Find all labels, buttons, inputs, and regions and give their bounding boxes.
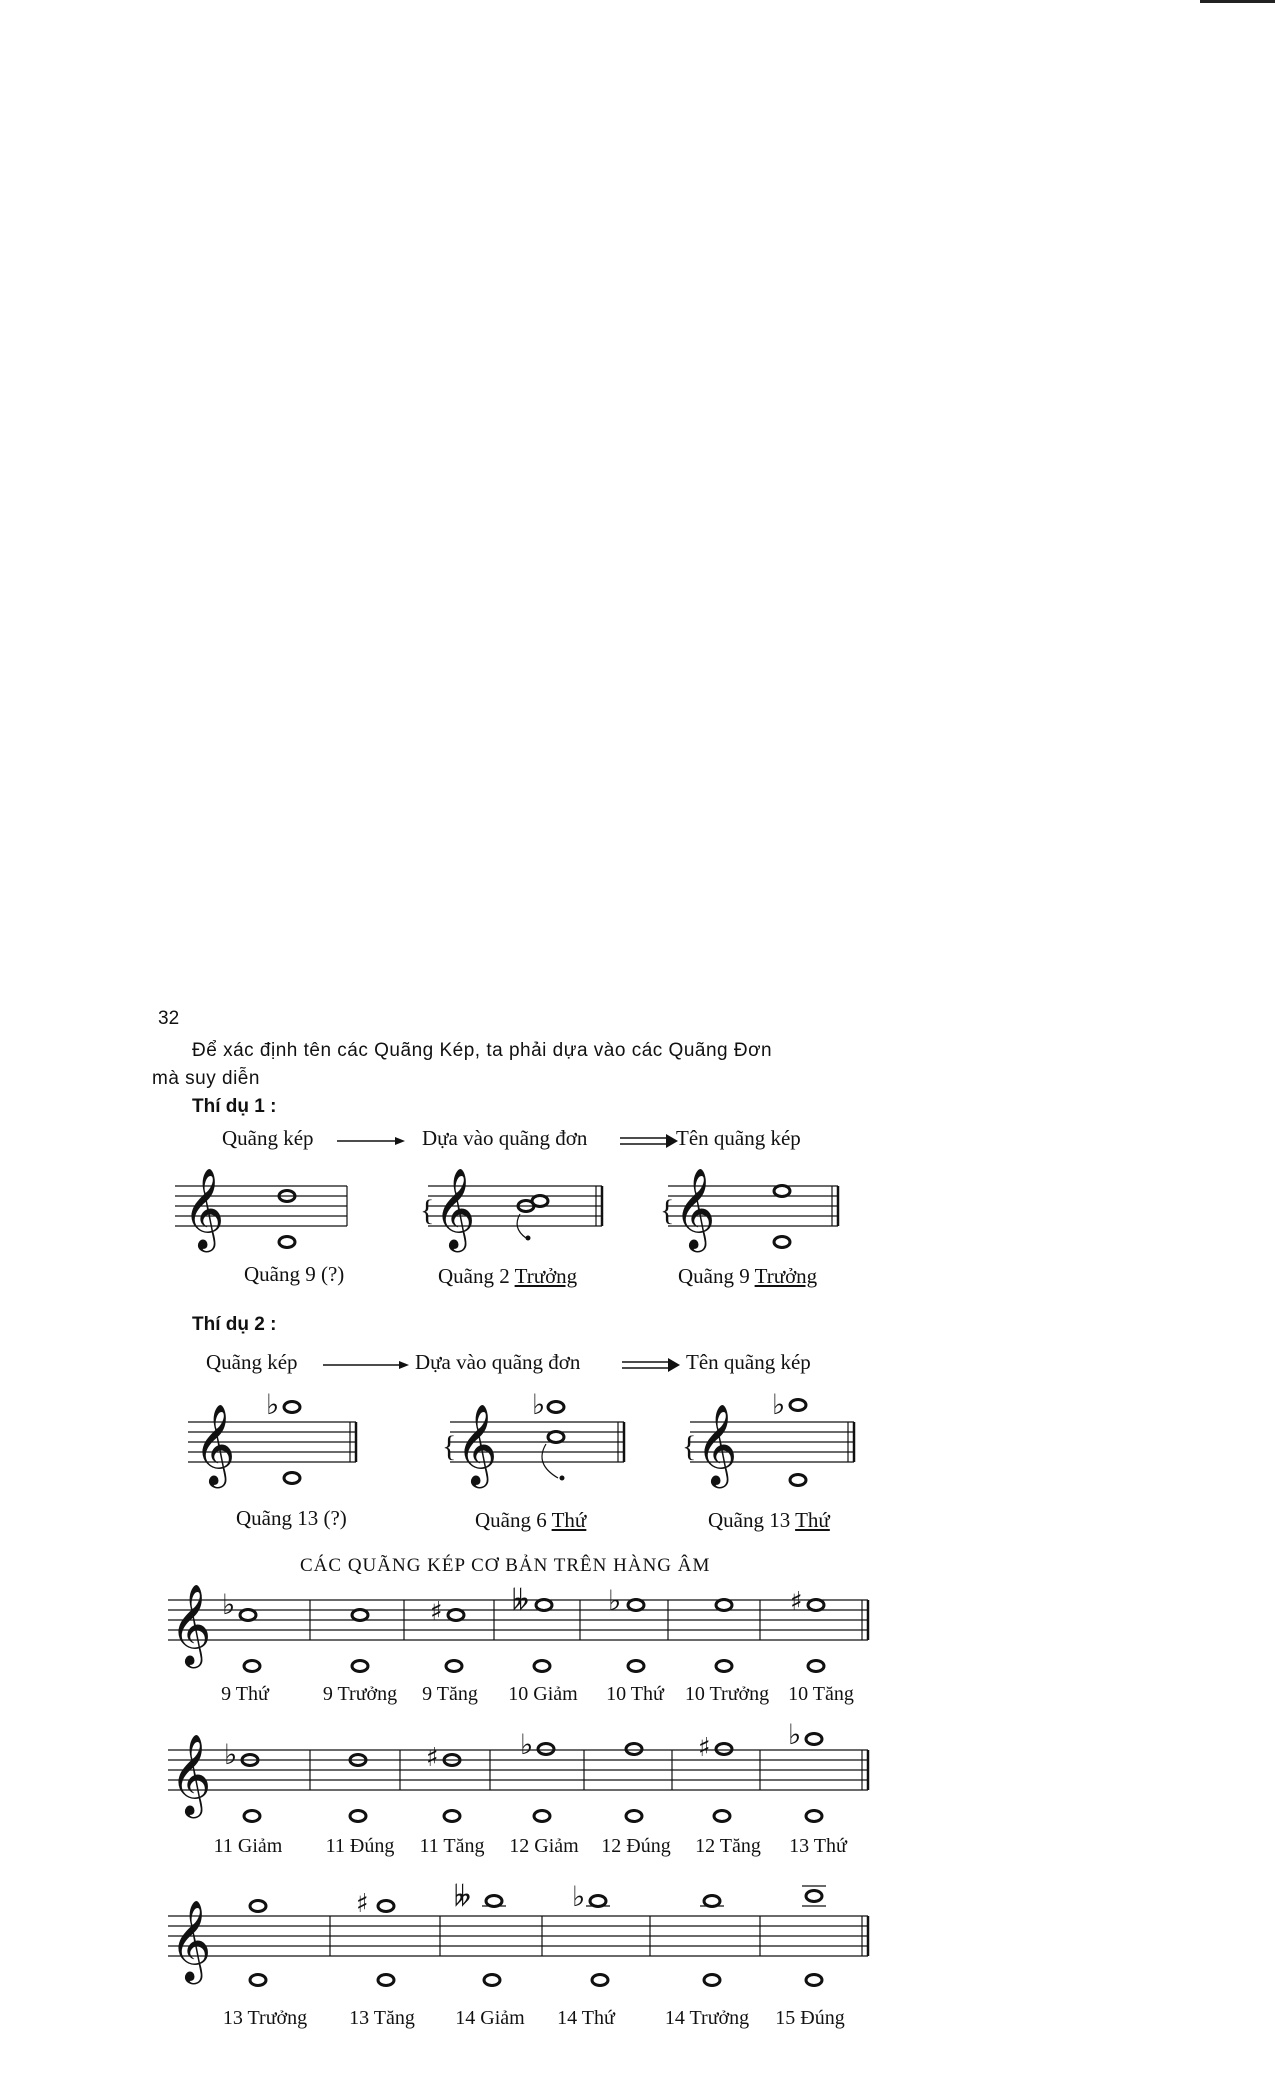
whole-note-icon — [774, 1237, 790, 1248]
whole-note-icon — [284, 1402, 300, 1413]
example-2-staff-3 — [682, 1390, 872, 1490]
whole-note-icon — [808, 1600, 824, 1611]
whole-note-icon — [536, 1600, 552, 1611]
double-flat-accidental-icon: 𝄫 — [454, 1880, 471, 1913]
double-arrow-right-icon — [620, 1134, 680, 1148]
example-2-flow-step-1: Quãng kép — [206, 1350, 298, 1374]
example-1-caption-3 — [678, 1264, 817, 1289]
treble-clef-icon: 𝄞 — [696, 1403, 738, 1485]
interval-staff-row-2 — [168, 1718, 868, 1820]
example-1-caption-2 — [438, 1264, 577, 1289]
interval-label: 13 Thứ — [789, 1835, 847, 1857]
svg-text:{: { — [420, 1194, 435, 1227]
whole-note-icon — [444, 1811, 460, 1822]
whole-note-icon — [534, 1811, 550, 1822]
whole-note-icon — [806, 1891, 822, 1902]
whole-note-icon — [378, 1975, 394, 1986]
double-flat-accidental-icon: 𝄫 — [512, 1584, 529, 1617]
example-2-flow-step-3: Tên quãng kép — [686, 1350, 811, 1374]
example-2-caption-2 — [475, 1508, 586, 1533]
example-1-flow-step-1: Quãng kép — [222, 1126, 314, 1150]
example-2-flow-step-2: Dựa vào quãng đơn — [415, 1350, 581, 1374]
interval-label: 9 Tăng — [422, 1683, 478, 1705]
caption-quality: Trưởng — [514, 1264, 578, 1288]
whole-note-icon — [716, 1744, 732, 1755]
caption-prefix: Quãng 13 — [708, 1508, 796, 1532]
caption-prefix: Quãng 2 — [438, 1264, 515, 1288]
flat-accidental-icon: ♭ — [772, 1388, 786, 1421]
treble-clef-icon: 𝄞 — [194, 1403, 236, 1485]
interval-label: 9 Trưởng — [322, 1683, 398, 1705]
treble-clef-icon: 𝄞 — [170, 1583, 212, 1665]
arrow-right-icon — [337, 1134, 407, 1148]
whole-note-icon — [790, 1475, 806, 1486]
sharp-accidental-icon: ♯ — [426, 1743, 439, 1773]
interval-label: 10 Giảm — [508, 1683, 578, 1705]
whole-note-icon — [592, 1975, 608, 1986]
example-1-staff-2 — [420, 1160, 610, 1250]
section-title: CÁC QUÃNG KÉP CƠ BẢN TRÊN HÀNG ÂM — [300, 1555, 711, 1576]
whole-note-icon — [484, 1975, 500, 1986]
example-2-caption-3 — [708, 1508, 830, 1533]
scan-edge-mark — [1200, 0, 1275, 3]
whole-note-icon — [532, 1196, 548, 1207]
whole-note-icon — [548, 1432, 564, 1443]
sharp-accidental-icon: ♯ — [698, 1733, 711, 1763]
interval-label: 10 Trưởng — [684, 1683, 770, 1705]
whole-note-icon — [790, 1400, 806, 1411]
interval-label: 15 Đúng — [775, 2007, 845, 2029]
arrow-right-icon — [323, 1358, 413, 1372]
flat-accidental-icon: ♭ — [532, 1388, 546, 1421]
treble-clef-icon: 𝄞 — [183, 1167, 225, 1249]
page-number: 32 — [158, 1008, 180, 1029]
example-2-heading: Thí dụ 2 : — [192, 1314, 277, 1335]
example-2-staff-1 — [188, 1390, 368, 1490]
sharp-accidental-icon: ♯ — [790, 1587, 803, 1617]
caption-quality: Trưởng — [754, 1264, 818, 1288]
interval-label: 12 Giảm — [509, 1835, 579, 1857]
whole-note-icon — [244, 1811, 260, 1822]
whole-note-icon — [279, 1237, 295, 1248]
interval-label: 14 Thứ — [557, 2007, 615, 2029]
interval-label: 13 Tăng — [349, 2007, 415, 2029]
treble-clef-icon: 𝄞 — [434, 1167, 476, 1249]
transpose-arrow-icon — [542, 1444, 558, 1478]
interval-label: 11 Tăng — [419, 1835, 485, 1857]
flat-accidental-icon: ♭ — [608, 1584, 622, 1617]
example-1-caption-1: Quãng 9 (?) — [244, 1262, 345, 1286]
whole-note-icon — [806, 1734, 822, 1745]
treble-clef-icon: 𝄞 — [456, 1403, 498, 1485]
interval-label: 10 Tăng — [788, 1683, 854, 1705]
whole-note-icon — [704, 1975, 720, 1986]
flat-accidental-icon: ♭ — [222, 1588, 236, 1621]
whole-note-icon — [626, 1744, 642, 1755]
interval-staff-row-3 — [168, 1880, 868, 1990]
interval-label: 14 Giảm — [455, 2007, 525, 2029]
example-2-caption-1: Quãng 13 (?) — [236, 1506, 347, 1530]
whole-note-icon — [284, 1473, 300, 1484]
example-1-flow-step-3: Tên quãng kép — [676, 1126, 801, 1150]
sharp-accidental-icon: ♯ — [356, 1889, 369, 1919]
interval-label: 12 Tăng — [695, 1835, 761, 1857]
svg-text:{: { — [442, 1430, 457, 1463]
interval-label: 12 Đúng — [601, 1835, 671, 1857]
caption-prefix: Quãng 9 — [678, 1264, 755, 1288]
caption-quality: Thứ — [551, 1508, 587, 1532]
caption-quality: Thứ — [795, 1508, 830, 1532]
whole-note-icon — [704, 1896, 720, 1907]
svg-text:{: { — [660, 1194, 675, 1227]
whole-note-icon — [590, 1896, 606, 1907]
interval-staff-row-1 — [168, 1580, 868, 1670]
whole-note-icon — [244, 1661, 260, 1672]
treble-clef-icon: 𝄞 — [674, 1167, 716, 1249]
intro-text-line-2: mà suy diễn — [152, 1068, 260, 1089]
svg-text:{: { — [682, 1430, 697, 1463]
whole-note-icon — [774, 1186, 790, 1197]
whole-note-icon — [352, 1661, 368, 1672]
whole-note-icon — [486, 1896, 502, 1907]
double-arrow-right-icon — [622, 1358, 682, 1372]
interval-label: 13 Trưởng — [222, 2007, 308, 2029]
whole-note-icon — [448, 1610, 464, 1621]
whole-note-icon — [808, 1661, 824, 1672]
example-1-staff-1 — [175, 1160, 355, 1250]
whole-note-icon — [250, 1901, 266, 1912]
example-2-staff-2 — [442, 1390, 632, 1490]
whole-note-icon — [806, 1975, 822, 1986]
interval-label: 9 Thứ — [221, 1683, 269, 1705]
interval-label: 11 Giảm — [213, 1835, 283, 1857]
interval-label: 14 Trưởng — [664, 2007, 750, 2029]
whole-note-icon — [628, 1661, 644, 1672]
whole-note-icon — [716, 1600, 732, 1611]
flat-accidental-icon: ♭ — [788, 1718, 802, 1751]
interval-label: 10 Thứ — [606, 1683, 664, 1705]
treble-clef-icon: 𝄞 — [170, 1899, 212, 1981]
whole-note-icon — [806, 1811, 822, 1822]
whole-note-icon — [446, 1661, 462, 1672]
example-1-flow-step-2: Dựa vào quãng đơn — [422, 1126, 588, 1150]
intro-text-line-1: Để xác định tên các Quãng Kép, ta phải dựa vào các Quãng Đơn — [192, 1040, 773, 1061]
whole-note-icon — [714, 1811, 730, 1822]
sharp-accidental-icon: ♯ — [430, 1597, 443, 1627]
caption-prefix: Quãng 6 — [475, 1508, 552, 1532]
whole-note-icon — [548, 1402, 564, 1413]
interval-label: 11 Đúng — [325, 1835, 395, 1857]
whole-note-icon — [628, 1600, 644, 1611]
whole-note-icon — [240, 1610, 256, 1621]
whole-note-icon — [350, 1811, 366, 1822]
example-1-heading: Thí dụ 1 : — [192, 1096, 277, 1117]
whole-note-icon — [250, 1975, 266, 1986]
whole-note-icon — [538, 1744, 554, 1755]
flat-accidental-icon: ♭ — [572, 1880, 586, 1913]
treble-clef-icon: 𝄞 — [170, 1733, 212, 1815]
whole-note-icon — [378, 1901, 394, 1912]
flat-accidental-icon: ♭ — [520, 1728, 534, 1761]
example-1-staff-3 — [660, 1160, 850, 1250]
flat-accidental-icon: ♭ — [224, 1738, 238, 1771]
whole-note-icon — [352, 1610, 368, 1621]
whole-note-icon — [716, 1661, 732, 1672]
whole-note-icon — [626, 1811, 642, 1822]
flat-accidental-icon: ♭ — [266, 1388, 280, 1421]
whole-note-icon — [534, 1661, 550, 1672]
